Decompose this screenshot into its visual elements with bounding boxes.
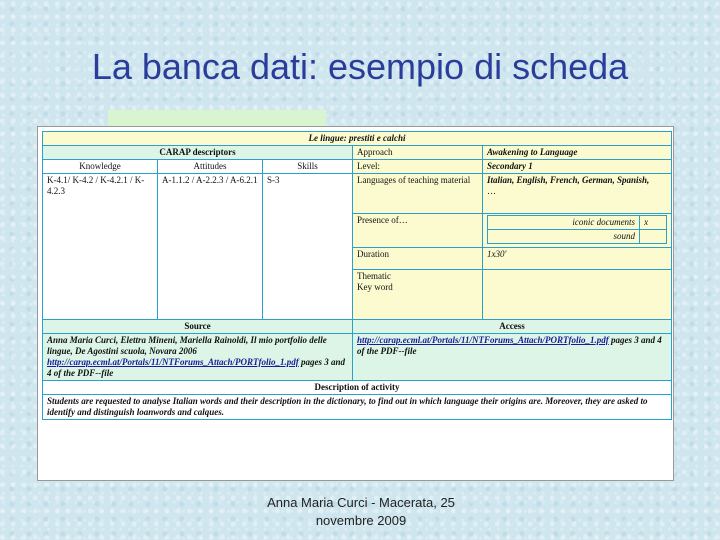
carap-header: CARAP descriptors [43, 146, 353, 160]
skills-value: S-3 [263, 174, 353, 320]
activity-header: Description of activity [43, 381, 672, 395]
level-label: Level: [353, 160, 483, 174]
footer-line-1: Anna Maria Curci - Macerata, 25 [267, 495, 455, 510]
sheet-title: Le lingue: prestiti e calchi [43, 132, 672, 146]
level-value: Secondary 1 [483, 160, 672, 174]
presence-mark-iconic: x [640, 216, 667, 230]
slide-footer [245, 494, 477, 530]
presence-label: Presence of… [353, 214, 483, 248]
duration-label: Duration [353, 248, 483, 270]
attitudes-value: A-1.1.2 / A-2.2.3 / A-6.2.1 [158, 174, 263, 320]
source-pages: pages 3 and 4 of the PDF--file [47, 357, 346, 378]
presence-cell [483, 214, 672, 248]
knowledge-value: K-4.1/ K-4.2 / K-4.2.1 / K-4.2.3 [43, 174, 158, 320]
col-knowledge: Knowledge [43, 160, 158, 174]
source-text: Anna Maria Curci, Elettra Mineni, Mariella Rainoldi, Il mio portfolio delle lingue, De Agostini scuola, Novara 2006 [47, 335, 327, 356]
presence-item-iconic: iconic documents [488, 216, 640, 230]
document-scan [37, 126, 674, 481]
languages-cell [483, 174, 672, 214]
thematic-label: Thematic [357, 271, 391, 281]
languages-more: … [487, 186, 496, 196]
slide-title: La banca dati: esempio di scheda [91, 46, 629, 87]
keyword-label: Key word [357, 282, 393, 292]
col-attitudes: Attitudes [158, 160, 263, 174]
duration-value: 1x30' [483, 248, 672, 270]
col-skills: Skills [263, 160, 353, 174]
presence-table [487, 215, 667, 244]
thematic-cell [353, 270, 483, 320]
languages-value: Italian, English, French, German, Spanish, [487, 175, 650, 185]
source-header: Source [43, 320, 353, 334]
access-cell [353, 334, 672, 381]
activity-text: Students are requested to analyse Italian words and their description in the dictionary, to find out in which language their origins are. Moreover, they are asked to identify and distinguish loanwords and calques. [43, 395, 672, 420]
access-header: Access [353, 320, 672, 334]
access-pages: pages 3 and 4 of the PDF--file [357, 335, 662, 356]
presence-item-sound: sound [488, 230, 640, 244]
access-link[interactable]: http://carap.ecml.at/Portals/11/NTForums_Attach/PORTfolio_1.pdf [357, 335, 609, 345]
source-cell [43, 334, 353, 381]
languages-label: Languages of teaching material [353, 174, 483, 214]
footer-line-2: novembre 2009 [315, 513, 407, 528]
source-link[interactable]: http://carap.ecml.at/Portals/11/NTForums_Attach/PORTfolio_1.pdf [47, 357, 299, 367]
approach-label: Approach [353, 146, 483, 160]
approach-value: Awakening to Language [483, 146, 672, 160]
activity-sheet [42, 131, 672, 420]
